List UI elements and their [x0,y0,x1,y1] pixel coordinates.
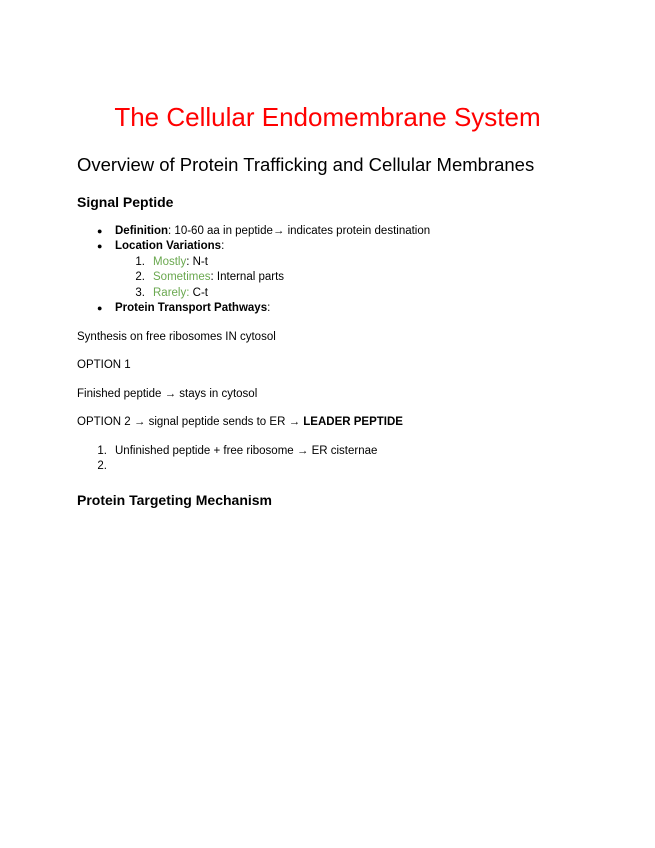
list-item-label: Definition [115,225,169,237]
list-number: 2. [97,460,107,472]
list-number: 1. [97,445,107,457]
numbered-list-item: Unfinished peptide + free ribosome → ER cisternae [115,445,378,457]
section-heading-protein-targeting: Protein Targeting Mechanism [77,492,272,508]
option-2-text: OPTION 2 → signal peptide sends to ER → [77,416,304,428]
list-item-label: Location Variations [115,240,222,252]
bullet-icon: ● [97,241,103,251]
sub-list-item [153,255,208,270]
sub-list-item [153,270,284,285]
variation-term: Mostly [153,256,187,268]
document-subtitle: Overview of Protein Trafficking and Cellular Membranes [77,154,535,175]
page-title: The Cellular Endomembrane System [114,102,541,132]
variation-text: C-t [189,287,208,299]
variation-term: Rarely: [153,287,190,299]
list-number: 2. [135,271,145,283]
list-item-text: : [221,240,225,252]
paragraph-option-2 [77,415,403,430]
list-number: 1. [135,256,145,268]
list-item-definition [115,224,430,239]
paragraph-finished-peptide: Finished peptide → stays in cytosol [77,388,258,400]
list-item-label: Protein Transport Pathways [115,302,268,314]
list-item-transport-pathways [115,301,270,316]
bullet-icon: ● [97,303,103,313]
variation-text: : N-t [186,256,208,268]
variation-text: : Internal parts [210,271,285,283]
list-item-location-variations [115,239,224,254]
paragraph-option-1: OPTION 1 [77,359,131,371]
paragraph-synthesis: Synthesis on free ribosomes IN cytosol [77,331,276,343]
list-item-text: : 10-60 aa in peptide→ indicates protein destination [168,225,431,237]
variation-term: Sometimes [153,271,211,283]
list-number: 3. [135,287,145,299]
list-item-text: : [267,302,271,314]
bullet-icon: ● [97,226,103,236]
section-heading-signal-peptide: Signal Peptide [77,194,174,210]
sub-list-item [153,286,208,301]
leader-peptide-label: LEADER PEPTIDE [303,416,403,428]
